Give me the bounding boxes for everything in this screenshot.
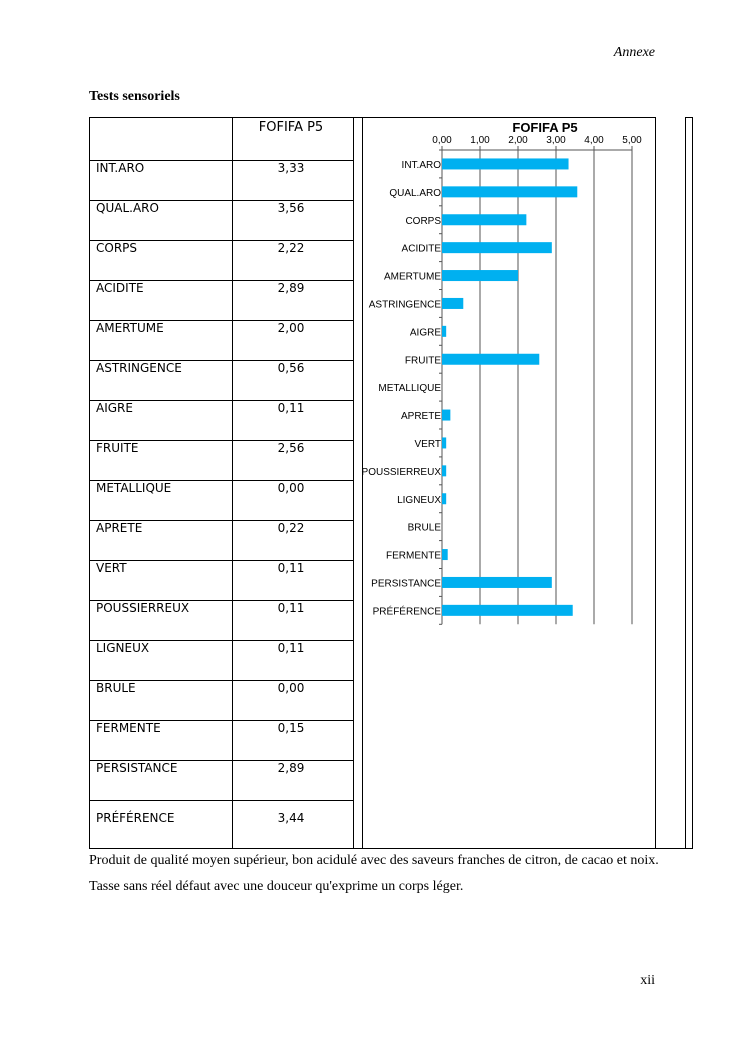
chart-bar <box>442 465 446 476</box>
section-title: Tests sensoriels <box>89 89 180 104</box>
table-row-value: 0,11 <box>277 601 305 615</box>
chart-tick-label: 5,00 <box>622 135 642 146</box>
chart-category-label: VERT <box>414 438 441 450</box>
table-row-value: 2,89 <box>277 761 305 775</box>
table-row-value: 0,00 <box>277 481 305 495</box>
table-row-label: METALLIQUE <box>96 481 172 495</box>
table-row-label: LIGNEUX <box>96 641 150 655</box>
table-row-value: 0,00 <box>277 681 305 695</box>
chart-bar <box>442 577 552 588</box>
table-row-value: 3,56 <box>277 201 305 215</box>
bar-chart <box>362 117 655 637</box>
chart-bar <box>442 214 526 225</box>
chart-category-label: POUSSIERREUX <box>362 466 441 478</box>
table-row-value: 0,56 <box>277 361 305 375</box>
table-row-value: 0,22 <box>277 521 305 535</box>
chart-tick-label: 2,00 <box>508 135 528 146</box>
table-row-label: AIGRE <box>96 401 133 415</box>
frame-inner-right-border <box>685 117 686 849</box>
frame-outer-right-border <box>692 117 693 849</box>
annex-header: Annexe <box>613 45 655 60</box>
chart-category-label: INT.ARO <box>401 159 441 171</box>
table-row-label: VERT <box>96 561 127 575</box>
chart-title: FOFIFA P5 <box>512 120 578 135</box>
table-row-label: ASTRINGENCE <box>96 361 182 375</box>
table-row-value: 0,15 <box>277 721 305 735</box>
comment-paragraph: Produit de qualité moyen supérieur, bon acidulé avec des saveurs franches de citron, de cacao et noix. Tasse sans réel défaut avec une douceur qu'exprime un corps léger. <box>89 853 659 894</box>
table-row-label: PRÉFÉRENCE <box>96 811 175 825</box>
table-row-label: POUSSIERREUX <box>96 601 190 615</box>
table-row-label: BRULE <box>96 681 136 695</box>
chart-tick-label: 0,00 <box>432 135 452 146</box>
chart-bar <box>442 270 518 281</box>
table-right-border <box>353 117 354 849</box>
table-row-value: 0,11 <box>277 401 305 415</box>
chart-bar <box>442 605 573 616</box>
table-row-value: 3,33 <box>277 161 305 175</box>
chart-category-label: PERSISTANCE <box>371 578 441 590</box>
chart-category-label: FRUITE <box>404 355 441 367</box>
table-row-label: ACIDITE <box>96 281 144 295</box>
chart-category-label: PRÉFÉRENCE <box>372 606 441 618</box>
table-row-label: CORPS <box>96 241 138 255</box>
table-row-value: 0,11 <box>277 561 305 575</box>
table-row-label: FERMENTE <box>96 721 161 735</box>
chart-bar <box>442 298 463 309</box>
chart-bar <box>442 437 446 448</box>
chart-tick-label: 3,00 <box>546 135 566 146</box>
table-row-label: QUAL.ARO <box>96 201 159 215</box>
chart-bar <box>442 186 577 197</box>
table-row-label: AMERTUME <box>96 321 164 335</box>
table-row-label: FRUITE <box>96 441 139 455</box>
chart-bar <box>442 326 446 337</box>
column-header: FOFIFA P5 <box>258 120 324 135</box>
chart-category-label: APRETE <box>400 411 441 423</box>
table-row-divider <box>89 800 354 801</box>
chart-category-label: BRULE <box>407 522 441 534</box>
table-row-value: 2,00 <box>277 321 305 335</box>
sensory-table-frame <box>89 117 693 849</box>
chart-tick-label: 1,00 <box>470 135 490 146</box>
chart-bar <box>442 242 552 253</box>
page-number: xii <box>640 973 655 988</box>
chart-category-label: LIGNEUX <box>397 494 441 506</box>
chart-category-label: CORPS <box>405 215 441 227</box>
chart-category-label: AMERTUME <box>383 271 441 283</box>
table-left-border <box>89 117 90 849</box>
table-row-value: 0,11 <box>277 641 305 655</box>
chart-category-label: QUAL.ARO <box>389 187 441 199</box>
chart-tick-label: 4,00 <box>584 135 604 146</box>
chart-category-label: FERMENTE <box>386 550 441 562</box>
chart-bar <box>442 410 450 421</box>
table-row-value: 2,56 <box>277 441 305 455</box>
chart-bar <box>442 493 446 504</box>
chart-category-label: ACIDITE <box>401 243 441 255</box>
table-row-value: 2,89 <box>277 281 305 295</box>
table-row-value: 2,22 <box>277 241 305 255</box>
chart-bar <box>442 354 539 365</box>
chart-category-label: METALLIQUE <box>378 383 441 395</box>
chart-bar <box>442 158 569 169</box>
table-row-label: PERSISTANCE <box>96 761 178 775</box>
chart-bar <box>442 549 448 560</box>
table-row-label: APRETE <box>96 521 143 535</box>
chart-right-border <box>655 117 656 849</box>
table-row-value: 3,44 <box>277 811 305 825</box>
table-row-label: INT.ARO <box>96 161 145 175</box>
chart-category-label: AIGRE <box>409 327 441 339</box>
chart-category-label: ASTRINGENCE <box>368 299 441 311</box>
